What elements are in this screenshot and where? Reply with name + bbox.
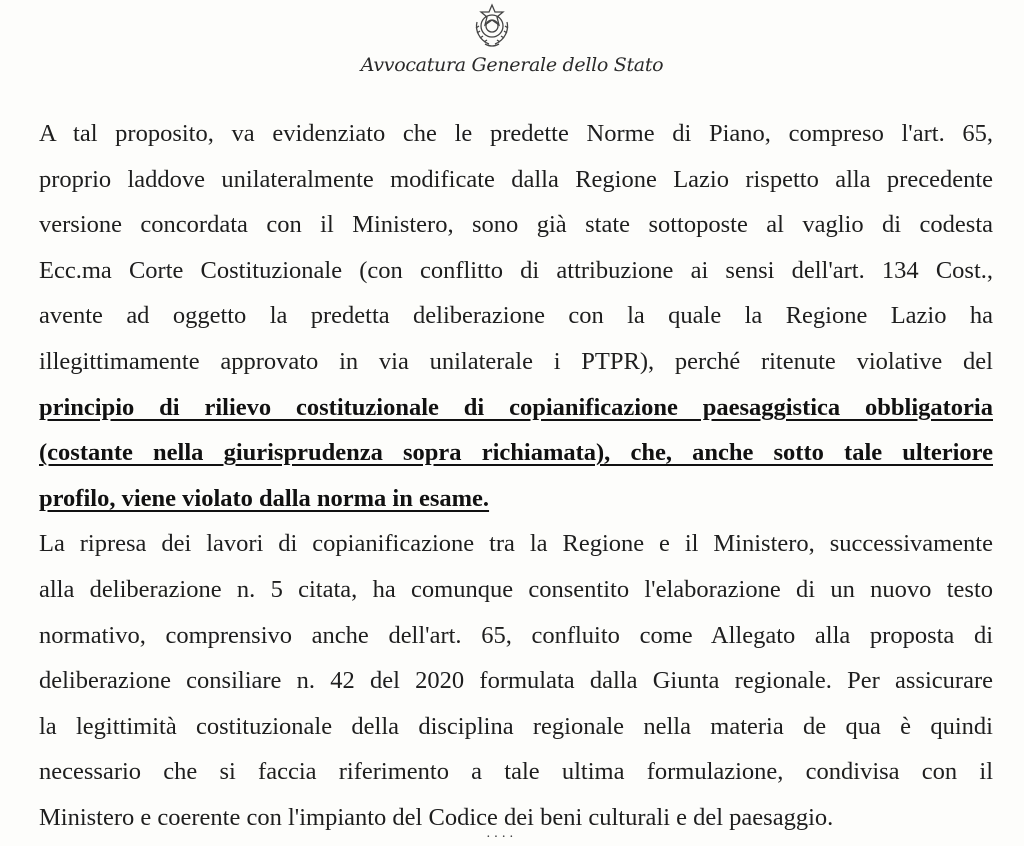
emphasis-line: principio di rilievo costituzionale di copianificazione paesaggistica obbligatoria [39,393,993,421]
page-mark: ···· [486,830,517,845]
emphasis-line: (costante nella giurisprudenza sopra richiamata), che, anche sotto tale ulteriore [39,439,993,467]
text-line: normativo, comprensivo anche dell'art. 65, confluito come Allegato alla proposta di [39,621,993,649]
paragraph-1 [39,111,993,521]
text-line: alla deliberazione n. 5 citata, ha comunque consentito l'elaborazione di un nuovo testo [39,575,993,603]
italian-republic-emblem-icon [469,2,515,48]
emblem [469,2,515,48]
emphasis-line: profilo, viene violato dalla norma in esame. [39,484,490,512]
text-line: Ministero e coerente con l'impianto del Codice dei beni culturali e del paesaggio. [39,803,834,831]
text-line: La ripresa dei lavori di copianificazione tra la Regione e il Ministero, successivamente [39,530,993,558]
text-line: A tal proposito, va evidenziato che le predette Norme di Piano, compreso l'art. 65, [39,120,993,147]
text-line: Ecc.ma Corte Costituzionale (con conflitto di attribuzione ai sensi dell'art. 134 Cost., [39,256,993,284]
text-line: illegittimamente approvato in via unilaterale i PTPR), perché ritenute violative del [39,347,993,375]
text-line: versione concordata con il Ministero, sono già state sottoposte al vaglio di codesta [39,211,993,239]
header-title: Avvocatura Generale dello Stato [360,54,664,76]
text-line: avente ad oggetto la predetta deliberazione con la quale la Regione Lazio ha [39,302,993,330]
text-line: proprio laddove unilateralmente modificate dalla Regione Lazio rispetto alla precedente [39,165,993,193]
text-line: la legittimità costituzionale della disciplina regionale nella materia de qua è quindi [39,712,993,740]
text-line: necessario che si faccia riferimento a tale ultima formulazione, condivisa con il [39,758,993,786]
text-line: deliberazione consiliare n. 42 del 2020 formulata dalla Giunta regionale. Per assicurare [39,667,993,695]
paragraph-2 [39,521,993,840]
document-body [39,111,993,841]
